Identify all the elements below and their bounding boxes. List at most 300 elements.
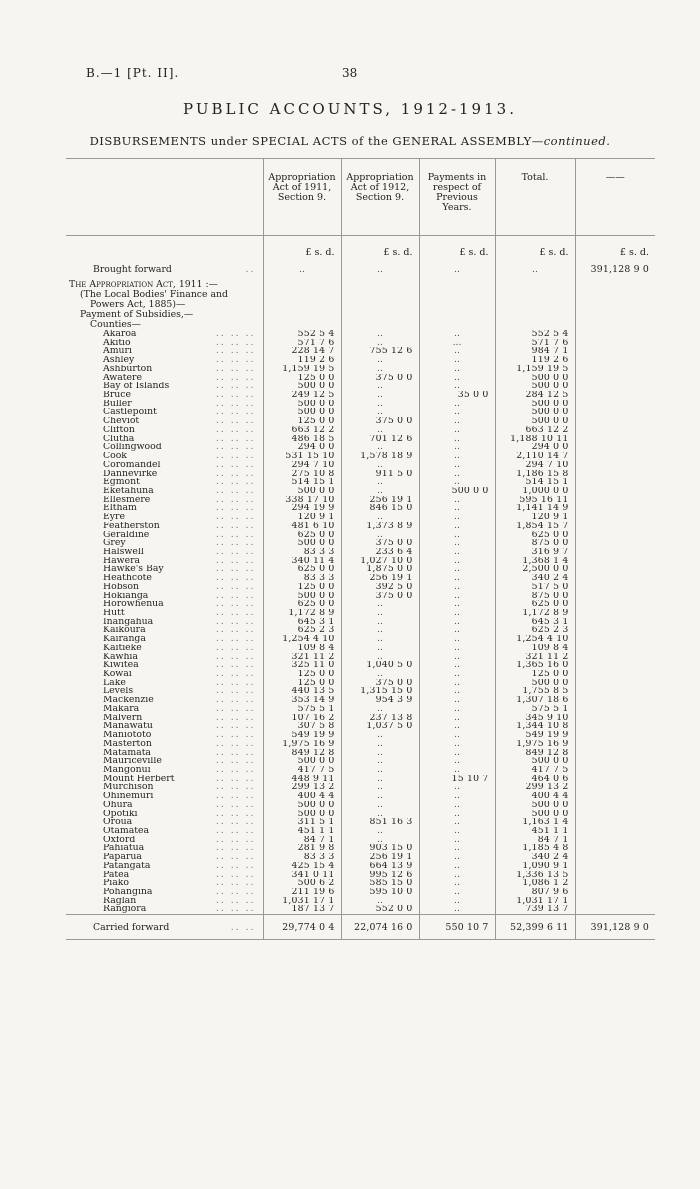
county-name: Cheviot	[103, 417, 140, 426]
cell-c: ..	[419, 583, 495, 592]
table-row: Matamata .. .. .. 849 12 8 .. .. 849 12 8	[66, 749, 655, 758]
table-row: Akaroa .. .. .. 552 5 4 .. .. 552 5 4	[66, 330, 655, 339]
county-name: Hobson	[103, 582, 140, 592]
cell-e	[575, 513, 655, 522]
brought-forward-b: ..	[341, 258, 419, 280]
cell-a: 125 0 0	[263, 583, 341, 592]
table-row: Rangiora .. .. .. 187 13 7 552 0 0 .. 739 13 7	[66, 905, 655, 914]
cell-d: 2,110 14 7	[495, 452, 575, 461]
cell-b: ..	[341, 609, 419, 618]
cell-c: ..	[419, 443, 495, 452]
cell-e	[575, 374, 655, 383]
county-name: Patangata	[103, 861, 151, 871]
table-row: Amuri .. .. .. 228 14 7 755 12 6 .. 984 7 1	[66, 347, 655, 356]
county-name: Kaikoura	[103, 626, 146, 636]
table-row: Awatere .. .. .. 125 0 0 375 0 0 .. 500 0 0	[66, 374, 655, 383]
cell-a: 1,254 4 10	[263, 635, 341, 644]
cell-b: ..	[341, 740, 419, 749]
cell-a: 400 4 4	[263, 792, 341, 801]
cell-d: 549 19 9	[495, 731, 575, 740]
cell-c: ..	[419, 888, 495, 897]
cell-a: 120 9 1	[263, 513, 341, 522]
cell-c: ..	[419, 644, 495, 653]
cell-c: ..	[419, 522, 495, 531]
cell-e	[575, 740, 655, 749]
county-name: Kaitieke	[103, 643, 142, 653]
cell-d: 625 0 0	[495, 531, 575, 540]
cell-b: ..	[341, 792, 419, 801]
cell-d: 120 9 1	[495, 513, 575, 522]
cell-b: 1,315 15 0	[341, 687, 419, 696]
cell-e	[575, 330, 655, 339]
county-name: Kawhia	[103, 652, 138, 662]
cell-c: ..	[419, 557, 495, 566]
cell-d: 125 0 0	[495, 670, 575, 679]
cell-d: 284 12 5	[495, 391, 575, 400]
cell-b: 375 0 0	[341, 374, 419, 383]
cell-b: 392 5 0	[341, 583, 419, 592]
county-name: Maniototo	[103, 731, 152, 740]
cell-e	[575, 461, 655, 470]
cell-d: 739 13 7	[495, 905, 575, 914]
cell-c: ..	[419, 356, 495, 365]
table-row: Halswell .. .. .. 83 3 3 233 6 4 .. 316 9 7	[66, 548, 655, 557]
table-row: Horowhenua .. .. .. 625 0 0 .. .. 625 0 0	[66, 600, 655, 609]
subtitle-italic: continued.	[543, 134, 611, 148]
cell-a: 514 15 1	[263, 478, 341, 487]
cell-e	[575, 705, 655, 714]
county-name: Heathcote	[103, 574, 152, 583]
cell-d: 500 0 0	[495, 408, 575, 417]
cell-d: 500 0 0	[495, 801, 575, 810]
cell-c: ..	[419, 722, 495, 731]
cell-e	[575, 836, 655, 845]
cell-c: ..	[419, 827, 495, 836]
table-row: Manawatu .. .. .. 307 5 8 1,037 5 0 .. 1,344 10 8	[66, 722, 655, 731]
cell-c: ..	[419, 347, 495, 356]
cell-b: 701 12 6	[341, 435, 419, 444]
cell-c: ..	[419, 513, 495, 522]
county-name: Bruce	[103, 391, 131, 400]
cell-d: 663 12 2	[495, 426, 575, 435]
county-name: Masterton	[103, 739, 152, 749]
section-row	[66, 320, 655, 330]
county-name: Mount Herbert	[103, 774, 175, 784]
cell-c: ..	[419, 792, 495, 801]
cell-a: 575 5 1	[263, 705, 341, 714]
cell-a: 500 0 0	[263, 539, 341, 548]
cell-a: 311 5 1	[263, 818, 341, 827]
cell-b: 256 19 1	[341, 496, 419, 505]
header-appropriation-1911: Appropriation Act of 1911, Section 9.	[263, 159, 341, 236]
cell-d: 807 9 6	[495, 888, 575, 897]
cell-b: 995 12 6	[341, 871, 419, 880]
cell-d: 299 13 2	[495, 783, 575, 792]
cell-d: 1,159 19 5	[495, 365, 575, 374]
county-name: Manawatu	[103, 722, 153, 732]
cell-e	[575, 339, 655, 348]
cell-d: 645 3 1	[495, 618, 575, 627]
cell-b: 903 15 0	[341, 844, 419, 853]
cell-c: ..	[419, 731, 495, 740]
cell-c: ..	[419, 879, 495, 888]
cell-e	[575, 400, 655, 409]
cell-a: 849 12 8	[263, 749, 341, 758]
county-name: Makara	[103, 704, 140, 714]
cell-d: 575 5 1	[495, 705, 575, 714]
cell-a: 281 9 8	[263, 844, 341, 853]
county-name: Grey	[103, 539, 126, 548]
brought-forward-e: 391,128 9 0	[575, 258, 655, 280]
table-row: Lake .. .. .. 125 0 0 375 0 0 .. 500 0 0	[66, 679, 655, 688]
cell-b: ..	[341, 478, 419, 487]
cell-d: 500 0 0	[495, 374, 575, 383]
cell-b: ..	[341, 670, 419, 679]
cell-c: ..	[419, 661, 495, 670]
subtitle-main: DISBURSEMENTS under SPECIAL ACTS of the GENERAL ASSEMBLY—	[89, 134, 544, 148]
cell-a: 341 0 11	[263, 871, 341, 880]
cell-e	[575, 714, 655, 723]
cell-e	[575, 783, 655, 792]
county-name: Rangiora	[103, 905, 147, 915]
brought-forward-d: ..	[495, 258, 575, 280]
cell-e	[575, 565, 655, 574]
cell-a: 249 12 5	[263, 391, 341, 400]
cell-c: ..	[419, 757, 495, 766]
cell-b: ..	[341, 600, 419, 609]
cell-c: ..	[419, 705, 495, 714]
cell-b: ..	[341, 783, 419, 792]
cell-c: 500 0 0	[419, 487, 495, 496]
table-row: Maniototo .. .. .. 549 19 9 .. .. 549 19 9	[66, 731, 655, 740]
cell-e	[575, 757, 655, 766]
cell-c: ..	[419, 531, 495, 540]
cell-b: ..	[341, 408, 419, 417]
cell-a: 500 0 0	[263, 757, 341, 766]
cell-b: ..	[341, 513, 419, 522]
cell-d: 1,975 16 9	[495, 740, 575, 749]
cell-d: 1,854 15 7	[495, 522, 575, 531]
cell-e	[575, 504, 655, 513]
cell-e	[575, 391, 655, 400]
cell-c: ..	[419, 478, 495, 487]
units-label: £ s. d.	[575, 236, 655, 259]
page-subtitle	[0, 134, 700, 148]
section-row	[66, 310, 655, 320]
table-row: Patea .. .. .. 341 0 11 995 12 6 .. 1,336 13 5	[66, 871, 655, 880]
page-reference: B.—1 [Pt. II].	[86, 66, 180, 80]
cell-d: 321 11 2	[495, 653, 575, 662]
cell-e	[575, 600, 655, 609]
cell-b: ..	[341, 810, 419, 819]
cell-e	[575, 653, 655, 662]
cell-b: 256 19 1	[341, 574, 419, 583]
cell-a: 417 7 5	[263, 766, 341, 775]
cell-d: 625 2 3	[495, 626, 575, 635]
cell-b: 256 19 1	[341, 853, 419, 862]
cell-c: ..	[419, 330, 495, 339]
table-row: Akitio .. .. .. 571 7 6 .. ... 571 7 6	[66, 339, 655, 348]
cell-b: ..	[341, 749, 419, 758]
cell-d: 517 5 0	[495, 583, 575, 592]
section-payment: Payment of Subsidies,—	[80, 310, 194, 320]
county-name: Clutha	[103, 434, 135, 444]
county-name: Amuri	[103, 347, 132, 357]
county-name: Ashburton	[103, 364, 153, 374]
cell-b: ..	[341, 757, 419, 766]
cell-b: ..	[341, 644, 419, 653]
county-name: Castlepoint	[103, 408, 157, 418]
table-row: Levels .. .. .. 440 13 5 1,315 15 0 .. 1,755 8 5	[66, 687, 655, 696]
cell-b: ..	[341, 382, 419, 391]
brought-forward-row: Brought forward .. .. .. .. .. 391,128 9 0	[66, 258, 655, 280]
table-row: Hokianga .. .. .. 500 0 0 375 0 0 .. 875 0 0	[66, 592, 655, 601]
cell-b: 552 0 0	[341, 905, 419, 914]
cell-c: ..	[419, 539, 495, 548]
cell-e	[575, 871, 655, 880]
county-name: Oroua	[103, 818, 133, 827]
cell-c: ...	[419, 339, 495, 348]
cell-e	[575, 722, 655, 731]
cell-e	[575, 801, 655, 810]
cell-e	[575, 408, 655, 417]
cell-b: 1,040 5 0	[341, 661, 419, 670]
cell-d: 345 9 10	[495, 714, 575, 723]
table-row: Raglan .. .. .. 1,031 17 1 .. .. 1,031 17 1	[66, 897, 655, 906]
cell-e	[575, 687, 655, 696]
table-row: Mount Herbert .. .. .. 448 9 11 .. 15 10 7 464 0 6	[66, 775, 655, 784]
county-name: Cook	[103, 452, 127, 461]
section-counties: Counties—	[90, 320, 141, 330]
cell-a: 500 0 0	[263, 382, 341, 391]
cell-b: ..	[341, 330, 419, 339]
cell-b: ..	[341, 897, 419, 906]
header-name	[66, 159, 263, 236]
county-name: Murchison	[103, 783, 154, 793]
county-name: Hawera	[103, 556, 141, 566]
table-row: Ohura .. .. .. 500 0 0 .. .. 500 0 0	[66, 801, 655, 810]
cell-a: 125 0 0	[263, 679, 341, 688]
cell-b: ..	[341, 836, 419, 845]
county-name: Hutt	[103, 609, 125, 618]
cell-c: ..	[419, 635, 495, 644]
cell-d: 500 0 0	[495, 679, 575, 688]
table-row: Oroua .. .. .. 311 5 1 851 16 3 .. 1,163 1 4	[66, 818, 655, 827]
brought-forward-c: ..	[419, 258, 495, 280]
cell-a: 83 3 3	[263, 574, 341, 583]
cell-e	[575, 417, 655, 426]
county-name: Halswell	[103, 547, 144, 557]
table-row: Kiwitea .. .. .. 325 11 0 1,040 5 0 .. 1,365 16 0	[66, 661, 655, 670]
cell-e	[575, 853, 655, 862]
cell-e	[575, 592, 655, 601]
cell-b: ..	[341, 618, 419, 627]
county-name: Bay of Islands	[103, 382, 170, 392]
county-name: Geraldine	[103, 530, 150, 540]
cell-d: 875 0 0	[495, 539, 575, 548]
cell-d: 1,031 17 1	[495, 897, 575, 906]
cell-b: 1,875 0 0	[341, 565, 419, 574]
cell-b: 585 15 0	[341, 879, 419, 888]
cell-c: ..	[419, 408, 495, 417]
cell-b: 375 0 0	[341, 539, 419, 548]
cell-c: ..	[419, 504, 495, 513]
cell-a: 1,975 16 9	[263, 740, 341, 749]
county-name: Featherston	[103, 521, 160, 531]
carried-forward-b: 22,074 16 0	[341, 915, 419, 940]
carried-forward-d: 52,399 6 11	[495, 915, 575, 940]
cell-e	[575, 356, 655, 365]
cell-a: 500 0 0	[263, 400, 341, 409]
table-row: Egmont .. .. .. 514 15 1 .. .. 514 15 1	[66, 478, 655, 487]
table-row: Kaitieke .. .. .. 109 8 4 .. .. 109 8 4	[66, 644, 655, 653]
county-name: Patea	[103, 870, 130, 880]
county-name: Ellesmere	[103, 495, 151, 505]
cell-e	[575, 635, 655, 644]
cell-a: 338 17 10	[263, 496, 341, 505]
header-appropriation-1912: Appropriation Act of 1912, Section 9.	[341, 159, 419, 236]
cell-c: ..	[419, 836, 495, 845]
cell-c: ..	[419, 461, 495, 470]
cell-d: 500 0 0	[495, 810, 575, 819]
cell-a: 307 5 8	[263, 722, 341, 731]
cell-d: 1,755 8 5	[495, 687, 575, 696]
cell-c: ..	[419, 783, 495, 792]
cell-a: 294 0 0	[263, 443, 341, 452]
county-name: Mangonui	[103, 765, 151, 775]
table-row: Clifton .. .. .. 663 12 2 .. .. 663 12 2	[66, 426, 655, 435]
units-row	[66, 236, 655, 259]
cell-a: 571 7 6	[263, 339, 341, 348]
cell-e	[575, 827, 655, 836]
table-row: Grey .. .. .. 500 0 0 375 0 0 .. 875 0 0	[66, 539, 655, 548]
cell-c: ..	[419, 687, 495, 696]
cell-a: 625 0 0	[263, 531, 341, 540]
cell-b: ..	[341, 626, 419, 635]
cell-e	[575, 470, 655, 479]
cell-a: 645 3 1	[263, 618, 341, 627]
units-label: £ s. d.	[495, 236, 575, 259]
table-row: Murchison .. .. .. 299 13 2 .. .. 299 13 2	[66, 783, 655, 792]
cell-c: ..	[419, 618, 495, 627]
cell-d: 294 0 0	[495, 443, 575, 452]
cell-a: 625 2 3	[263, 626, 341, 635]
cell-a: 549 19 9	[263, 731, 341, 740]
cell-d: 1,086 1 2	[495, 879, 575, 888]
table-row: Kaikoura .. .. .. 625 2 3 .. .. 625 2 3	[66, 626, 655, 635]
cell-d: 514 15 1	[495, 478, 575, 487]
cell-c: ..	[419, 853, 495, 862]
cell-a: 125 0 0	[263, 417, 341, 426]
cell-d: 500 0 0	[495, 757, 575, 766]
county-name: Eyre	[103, 513, 125, 522]
cell-c: 15 10 7	[419, 775, 495, 784]
carried-forward-label: Carried forward	[93, 921, 170, 933]
cell-b: 664 13 9	[341, 862, 419, 871]
county-name: Ashley	[103, 356, 135, 365]
cell-e	[575, 888, 655, 897]
table-row: Otamatea .. .. .. 451 1 1 .. .. 451 1 1	[66, 827, 655, 836]
cell-d: 119 2 6	[495, 356, 575, 365]
cell-b: ..	[341, 705, 419, 714]
cell-b: 954 3 9	[341, 696, 419, 705]
cell-c: ..	[419, 365, 495, 374]
cell-a: 299 13 2	[263, 783, 341, 792]
cell-e	[575, 531, 655, 540]
table-row: Pohangina .. .. .. 211 19 6 595 10 0 .. 807 9 6	[66, 888, 655, 897]
cell-d: 1,141 14 9	[495, 504, 575, 513]
cell-c: ..	[419, 400, 495, 409]
table-row: Ashburton .. .. .. 1,159 19 5 .. .. 1,159 19 5	[66, 365, 655, 374]
cell-a: 663 12 2	[263, 426, 341, 435]
cell-e	[575, 347, 655, 356]
cell-a: 1,172 8 9	[263, 609, 341, 618]
page-number: 38	[342, 66, 358, 80]
cell-b: ..	[341, 443, 419, 452]
cell-b: 846 15 0	[341, 504, 419, 513]
cell-c: ..	[419, 548, 495, 557]
cell-d: 500 0 0	[495, 382, 575, 391]
cell-a: 109 8 4	[263, 644, 341, 653]
county-name: Matamata	[103, 748, 151, 758]
table-row: Patangata .. .. .. 425 15 4 664 13 9 .. 1,090 9 1	[66, 862, 655, 871]
header-running-total: ——	[575, 159, 655, 236]
cell-c: ..	[419, 374, 495, 383]
county-name: Kairanga	[103, 635, 146, 644]
county-name: Piako	[103, 879, 130, 888]
table-row: Opotiki .. .. .. 500 0 0 .. .. 500 0 0	[66, 810, 655, 819]
cell-b: ..	[341, 400, 419, 409]
units-label: £ s. d.	[419, 236, 495, 259]
cell-e	[575, 574, 655, 583]
cell-a: 294 7 10	[263, 461, 341, 470]
cell-d: 595 16 11	[495, 496, 575, 505]
county-name: Raglan	[103, 896, 137, 906]
cell-c: ..	[419, 382, 495, 391]
cell-d: 294 7 10	[495, 461, 575, 470]
cell-a: 125 0 0	[263, 670, 341, 679]
cell-b: ..	[341, 827, 419, 836]
cell-e	[575, 382, 655, 391]
cell-b: ..	[341, 356, 419, 365]
county-name: Ohinemuri	[103, 792, 154, 801]
cell-e	[575, 731, 655, 740]
cell-d: 340 2 4	[495, 574, 575, 583]
county-name: Coromandel	[103, 460, 161, 470]
county-name: Akaroa	[103, 330, 137, 339]
cell-e	[575, 661, 655, 670]
cell-b: ..	[341, 391, 419, 400]
cell-d: 400 4 4	[495, 792, 575, 801]
cell-d: 571 7 6	[495, 339, 575, 348]
cell-d: 1,185 4 8	[495, 844, 575, 853]
table-row: Malvern .. .. .. 107 16 2 237 13 8 .. 345 9 10	[66, 714, 655, 723]
cell-a: 552 5 4	[263, 330, 341, 339]
county-name: Buller	[103, 399, 132, 409]
cell-a: 325 11 0	[263, 661, 341, 670]
table-row: Ohinemuri .. .. .. 400 4 4 .. .. 400 4 4	[66, 792, 655, 801]
table-row: Mangonui .. .. .. 417 7 5 .. .. 417 7 5	[66, 766, 655, 775]
cell-d: 84 7 1	[495, 836, 575, 845]
county-name: Hokianga	[103, 591, 149, 601]
table-row: Oxford .. .. .. 84 7 1 .. .. 84 7 1	[66, 836, 655, 845]
county-name: Ohura	[103, 800, 133, 810]
table-row: Inangahua .. .. .. 645 3 1 .. .. 645 3 1	[66, 618, 655, 627]
cell-e	[575, 522, 655, 531]
cell-d: 340 2 4	[495, 853, 575, 862]
section-sub1: (The Local Bodies' Finance and	[80, 290, 228, 300]
cell-c: ..	[419, 714, 495, 723]
